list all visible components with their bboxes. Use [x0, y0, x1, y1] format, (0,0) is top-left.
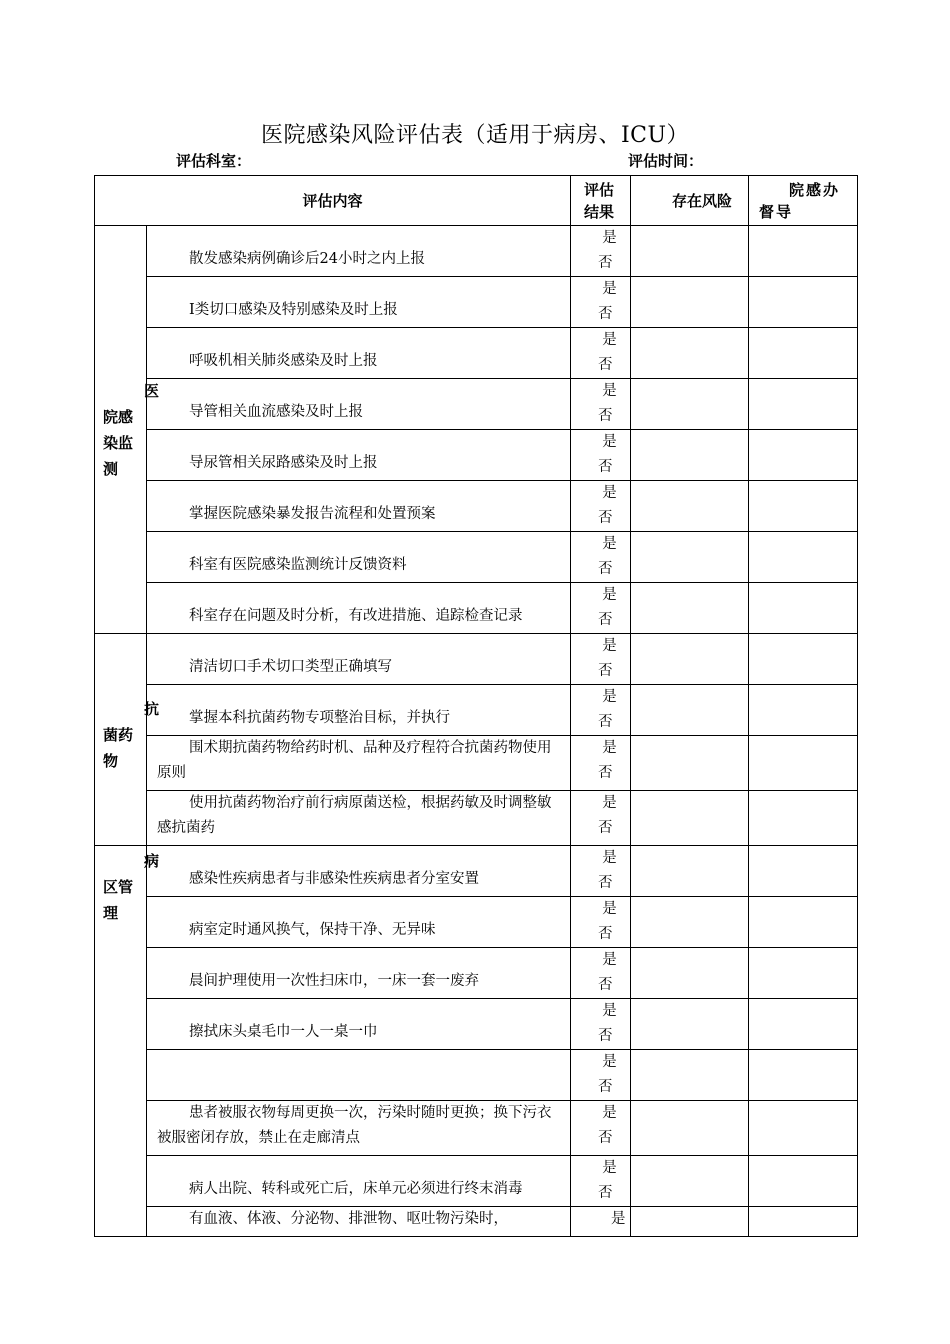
table-row: [95, 846, 858, 897]
result-cell[interactable]: [571, 791, 631, 846]
supervision-cell[interactable]: [749, 532, 858, 583]
category-label: [103, 696, 159, 774]
risk-cell[interactable]: [631, 1050, 749, 1101]
category-label-rest: 院感 染监 测: [103, 408, 134, 478]
result-no-option[interactable]: 否: [598, 926, 613, 942]
table-row: [95, 226, 858, 277]
result-no-option[interactable]: 否: [598, 765, 613, 781]
table-row: [95, 897, 858, 948]
result-yes-option[interactable]: 是: [602, 536, 617, 552]
category-label: [103, 378, 159, 482]
table-row: [95, 277, 858, 328]
result-yes-option[interactable]: 是: [602, 689, 617, 705]
table-row: [95, 1207, 858, 1237]
header-supervision-line1: 院感办: [789, 180, 841, 199]
table-row: [95, 1156, 858, 1207]
result-no-option[interactable]: 否: [598, 1185, 613, 1201]
assessment-item: 掌握医院感染暴发报告流程和处置预案: [147, 481, 571, 532]
assessment-item: 使用抗菌药物治疗前行病原菌送检，根据药敏及时调整敏感抗菌药: [147, 791, 571, 846]
result-yes-option[interactable]: 是: [602, 1003, 617, 1019]
result-no-option[interactable]: 否: [598, 1130, 613, 1146]
table-row: [95, 1050, 858, 1101]
result-cell[interactable]: [571, 634, 631, 685]
supervision-cell[interactable]: [749, 379, 858, 430]
result-cell[interactable]: [571, 1207, 631, 1237]
result-cell[interactable]: [571, 846, 631, 897]
result-yes-option[interactable]: 是: [602, 434, 617, 450]
risk-cell[interactable]: [631, 226, 749, 277]
table-row: [95, 379, 858, 430]
risk-cell[interactable]: [631, 379, 749, 430]
assessment-item: 呼吸机相关肺炎感染及时上报: [147, 328, 571, 379]
result-cell[interactable]: [571, 685, 631, 736]
result-no-option[interactable]: 否: [598, 561, 613, 577]
result-cell[interactable]: [571, 1101, 631, 1156]
result-yes-option[interactable]: 是: [602, 587, 617, 603]
result-yes-option[interactable]: 是: [602, 230, 617, 246]
header-supervision-line2: 督导: [759, 202, 794, 221]
department-label: 评估科室：: [176, 152, 252, 170]
risk-cell[interactable]: [631, 736, 749, 791]
table-row: [95, 532, 858, 583]
result-no-option[interactable]: 否: [598, 714, 613, 730]
assessment-item: 科室存在问题及时分析，有改进措施、追踪检查记录: [147, 583, 571, 634]
assessment-item: 掌握本科抗菌药物专项整治目标，并执行: [147, 685, 571, 736]
header-risk: 存在风险: [631, 176, 749, 226]
category-cell: [95, 846, 159, 1237]
result-yes-option[interactable]: 是: [602, 383, 617, 399]
risk-cell[interactable]: [631, 1207, 749, 1237]
category-label-first: 医: [143, 382, 159, 400]
risk-cell[interactable]: [631, 897, 749, 948]
table-row: [95, 736, 858, 791]
result-yes-option[interactable]: 是: [602, 1105, 617, 1121]
result-cell[interactable]: [571, 897, 631, 948]
result-yes-option[interactable]: 是: [602, 638, 617, 654]
result-yes-option[interactable]: 是: [602, 740, 617, 756]
header-supervision: [749, 176, 858, 226]
risk-cell[interactable]: [631, 583, 749, 634]
risk-cell[interactable]: [631, 532, 749, 583]
assessment-item: 导尿管相关尿路感染及时上报: [147, 430, 571, 481]
assessment-item: 导管相关血流感染及时上报: [147, 379, 571, 430]
result-yes-option[interactable]: 是: [602, 795, 617, 811]
result-cell[interactable]: [571, 999, 631, 1050]
result-cell[interactable]: [571, 226, 631, 277]
supervision-cell[interactable]: [749, 736, 858, 791]
supervision-cell[interactable]: [749, 897, 858, 948]
table-row: [95, 685, 858, 736]
assessment-item: I类切口感染及特别感染及时上报: [147, 277, 571, 328]
assessment-item: 科室有医院感染监测统计反馈资料: [147, 532, 571, 583]
result-no-option[interactable]: 否: [598, 1028, 613, 1044]
table-row: [95, 430, 858, 481]
result-yes-option[interactable]: 是: [602, 281, 617, 297]
assessment-item: 感染性疾病患者与非感染性疾病患者分室安置: [147, 846, 571, 897]
risk-cell[interactable]: [631, 328, 749, 379]
result-yes-option[interactable]: 是: [602, 332, 617, 348]
supervision-cell[interactable]: [749, 1207, 858, 1237]
result-cell[interactable]: [571, 583, 631, 634]
result-no-option[interactable]: 否: [598, 1079, 613, 1095]
table-row: [95, 791, 858, 846]
assessment-item: 清洁切口手术切口类型正确填写: [147, 634, 571, 685]
assessment-item: 散发感染病例确诊后24小时之内上报: [147, 226, 571, 277]
result-cell[interactable]: [571, 328, 631, 379]
result-cell[interactable]: [571, 736, 631, 791]
risk-assessment-table: [94, 175, 858, 1237]
risk-cell[interactable]: [631, 277, 749, 328]
category-label-rest: 菌药 物: [103, 726, 134, 770]
supervision-cell[interactable]: [749, 1156, 858, 1207]
result-no-option[interactable]: 否: [598, 875, 613, 891]
category-label-first: 病: [143, 852, 159, 870]
category-cell: [95, 226, 159, 634]
supervision-cell[interactable]: [749, 481, 858, 532]
risk-cell[interactable]: [631, 791, 749, 846]
header-content: 评估内容: [95, 176, 571, 226]
result-cell[interactable]: [571, 430, 631, 481]
table-row: [95, 634, 858, 685]
assessment-item: 围术期抗菌药物给药时机、品种及疗程符合抗菌药物使用原则: [147, 736, 571, 791]
header-result-line2: 结果: [584, 202, 615, 221]
table-row: [95, 1101, 858, 1156]
supervision-cell[interactable]: [749, 430, 858, 481]
result-no-option[interactable]: 否: [598, 357, 613, 373]
assessment-item: 有血液、体液、分泌物、排泄物、呕吐物污染时，: [147, 1207, 571, 1237]
supervision-cell[interactable]: [749, 1101, 858, 1156]
risk-cell[interactable]: [631, 846, 749, 897]
risk-cell[interactable]: [631, 999, 749, 1050]
supervision-cell[interactable]: [749, 583, 858, 634]
header-result: [571, 176, 631, 226]
category-label-first: 抗: [143, 700, 159, 718]
assessment-item: [147, 1050, 571, 1101]
table-row: [95, 948, 858, 999]
risk-cell[interactable]: [631, 948, 749, 999]
result-cell[interactable]: [571, 277, 631, 328]
result-no-option[interactable]: 否: [598, 612, 613, 628]
assessment-item: 晨间护理使用一次性扫床巾，一床一套一废弃: [147, 948, 571, 999]
risk-cell[interactable]: [631, 1156, 749, 1207]
assessment-item: 擦拭床头桌毛巾一人一桌一巾: [147, 999, 571, 1050]
category-label-rest: 区管 理: [103, 878, 134, 922]
result-no-option[interactable]: 否: [598, 510, 613, 526]
category-cell: [95, 634, 159, 846]
form-title: 医院感染风险评估表（适用于病房、ICU）: [260, 123, 690, 148]
risk-cell[interactable]: [631, 481, 749, 532]
result-no-option[interactable]: 否: [598, 408, 613, 424]
supervision-cell[interactable]: [749, 1050, 858, 1101]
risk-cell[interactable]: [631, 685, 749, 736]
table-row: [95, 328, 858, 379]
assessment-item: 病室定时通风换气，保持干净、无异味: [147, 897, 571, 948]
table-row: [95, 481, 858, 532]
supervision-cell[interactable]: [749, 685, 858, 736]
header-result-line1: 评估: [584, 180, 615, 199]
result-cell[interactable]: [571, 1050, 631, 1101]
category-label: [103, 848, 159, 926]
supervision-cell[interactable]: [749, 948, 858, 999]
result-yes-option[interactable]: 是: [602, 850, 617, 866]
result-cell[interactable]: [571, 1156, 631, 1207]
result-no-option[interactable]: 否: [598, 663, 613, 679]
risk-cell[interactable]: [631, 430, 749, 481]
supervision-cell[interactable]: [749, 328, 858, 379]
result-no-option[interactable]: 否: [598, 306, 613, 322]
result-yes-option[interactable]: 是: [602, 952, 617, 968]
result-no-option[interactable]: 否: [598, 255, 613, 271]
supervision-cell[interactable]: [749, 791, 858, 846]
result-cell[interactable]: [571, 948, 631, 999]
assessment-item: 病人出院、转科或死亡后，床单元必须进行终末消毒: [147, 1156, 571, 1207]
supervision-cell[interactable]: [749, 846, 858, 897]
assessment-item: 患者被服衣物每周更换一次，污染时随时更换；换下污衣被服密闭存放，禁止在走廊清点: [147, 1101, 571, 1156]
supervision-cell[interactable]: [749, 999, 858, 1050]
supervision-cell[interactable]: [749, 226, 858, 277]
risk-cell[interactable]: [631, 634, 749, 685]
result-cell[interactable]: [571, 379, 631, 430]
result-no-option[interactable]: 否: [598, 820, 613, 836]
result-yes-option[interactable]: 是: [611, 1211, 626, 1227]
result-yes-option[interactable]: 是: [602, 1160, 617, 1176]
result-no-option[interactable]: 否: [598, 977, 613, 993]
result-yes-option[interactable]: 是: [602, 901, 617, 917]
table-row: [95, 999, 858, 1050]
result-cell[interactable]: [571, 532, 631, 583]
table-header-row: [95, 176, 858, 226]
result-yes-option[interactable]: 是: [602, 485, 617, 501]
result-no-option[interactable]: 否: [598, 459, 613, 475]
result-cell[interactable]: [571, 481, 631, 532]
table-body: [95, 226, 858, 1237]
supervision-cell[interactable]: [749, 277, 858, 328]
supervision-cell[interactable]: [749, 634, 858, 685]
result-yes-option[interactable]: 是: [602, 1054, 617, 1070]
risk-cell[interactable]: [631, 1101, 749, 1156]
assessment-time-label: 评估时间：: [628, 152, 704, 170]
table-row: [95, 583, 858, 634]
